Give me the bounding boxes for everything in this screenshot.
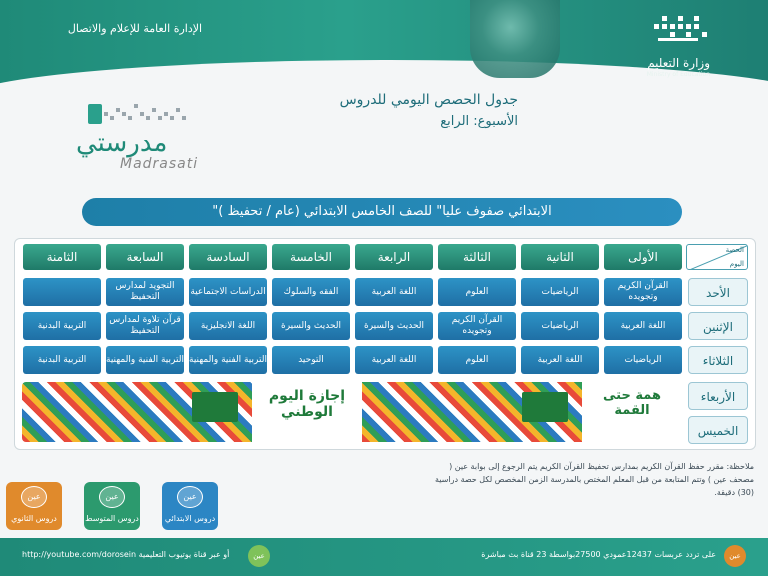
period-header: الثامنة	[23, 244, 101, 270]
note-text: ملاحظة: مقرر حفظ القرآن الكريم بمدارس تحفيظ القرآن الكريم يتم الرجوع إلى بوابة عين ( مصحف عين ) وتتم المتابعة من قبل المعلم المختص بالمدرسة الزمن المخصص لكل حصة دراسية (30) دقيقة.	[434, 462, 754, 497]
lesson-cell: التربية البدنية	[23, 312, 101, 340]
lesson-cell: الفقه والسلوك	[272, 278, 350, 306]
lesson-cell: العلوم	[438, 346, 516, 374]
day-label: الأربعاء	[688, 382, 748, 410]
ministry-name: وزارة التعليم	[647, 56, 710, 70]
madrasati-pixels-icon	[88, 98, 208, 128]
lesson-cell: القرآن الكريم وتجويده	[604, 278, 682, 306]
ministry-logo	[620, 14, 740, 78]
ein-badge-icon: عين	[21, 486, 47, 508]
lesson-cell	[23, 278, 101, 306]
saudi-flag-icon	[522, 392, 568, 422]
period-header: الثانية	[521, 244, 599, 270]
lesson-cell: التربية الفنية والمهنية	[189, 346, 267, 374]
lesson-cell: التجويد لمدارس التحفيظ	[106, 278, 184, 306]
lesson-cell: اللغة العربية	[355, 346, 433, 374]
lesson-cell: العلوم	[438, 278, 516, 306]
corner-period-label: الحصة	[725, 246, 744, 254]
ein-badge-icon: عين	[177, 486, 203, 508]
lesson-cell: الرياضيات	[521, 312, 599, 340]
secondary-lessons-button[interactable]	[6, 482, 62, 530]
ministry-name-en: Ministry of Education	[646, 71, 710, 78]
day-label: الثلاثاء	[688, 346, 748, 374]
ministry-dots-icon	[654, 16, 710, 46]
intermediate-lessons-button[interactable]	[84, 482, 140, 530]
satellite-frequency-text: على تردد عربسات 12437عمودي 27500بواسطة 23 قناة بث مباشرة	[481, 550, 716, 559]
ein-logo-icon: عين	[724, 545, 746, 567]
lesson-cell: اللغة العربية	[604, 312, 682, 340]
ein-logo-icon: عين	[248, 545, 270, 567]
period-header: السابعة	[106, 244, 184, 270]
ein-badge-icon: عين	[99, 486, 125, 508]
lesson-cell: الحديث والسيرة	[272, 312, 350, 340]
lesson-cell: الرياضيات	[521, 278, 599, 306]
table-corner-header	[686, 244, 748, 270]
media-admin-logo: الإدارة العامة للإعلام والاتصال	[67, 22, 203, 35]
stage-label: دروس الثانوي	[11, 514, 57, 523]
period-header: السادسة	[189, 244, 267, 270]
day-label: الإثنين	[688, 312, 748, 340]
day-label: الأحد	[688, 278, 748, 306]
stage-label: دروس الابتدائي	[164, 514, 216, 523]
madrasati-name-en: Madrasati	[120, 156, 199, 172]
madrasati-logo	[48, 98, 208, 173]
madrasati-name-ar: مدرستي	[76, 128, 168, 158]
lesson-cell: الدراسات الاجتماعية	[189, 278, 267, 306]
lesson-cell: اللغة العربية	[521, 346, 599, 374]
period-header: الأولى	[604, 244, 682, 270]
class-title: "الابتدائي صفوف عليا" للصف الخامس الابتدائي (عام / تحفيظ )	[82, 198, 682, 226]
lesson-cell: الرياضيات	[604, 346, 682, 374]
lesson-cell: التربية الفنية والمهنية	[106, 346, 184, 374]
lesson-cell: التربية البدنية	[23, 346, 101, 374]
national-day-banner	[22, 382, 680, 442]
schedule-title: جدول الحصص اليومي للدروس	[339, 92, 518, 108]
footer-bar	[0, 538, 768, 576]
youtube-channel-link[interactable]: http://youtube.com/dorosein أو عبر قناة يوتيوب التعليمية	[22, 550, 230, 559]
week-label: الأسبوع: الرابع	[440, 114, 518, 129]
period-header: الثالثة	[438, 244, 516, 270]
lesson-cell: الحديث والسيرة	[355, 312, 433, 340]
lesson-cell: قرآن تلاوة لمدارس التحفيظ	[106, 312, 184, 340]
lesson-cell: اللغة العربية	[355, 278, 433, 306]
primary-lessons-button[interactable]	[162, 482, 218, 530]
national-day-slogan: همة حتى القمة	[603, 388, 661, 418]
period-header: الخامسة	[272, 244, 350, 270]
period-header: الرابعة	[355, 244, 433, 270]
stage-label: دروس المتوسط	[85, 514, 139, 523]
day-label: الخميس	[688, 416, 748, 444]
lesson-cell: التوحيد	[272, 346, 350, 374]
corner-day-label: اليوم	[729, 260, 744, 268]
national-day-holiday-text: إجازة اليوم الوطني	[268, 388, 346, 420]
saudi-flag-icon	[192, 392, 238, 422]
lesson-cell: اللغة الانجليزية	[189, 312, 267, 340]
teacher-photo	[470, 0, 560, 78]
lesson-cell: القرآن الكريم وتجويده	[438, 312, 516, 340]
